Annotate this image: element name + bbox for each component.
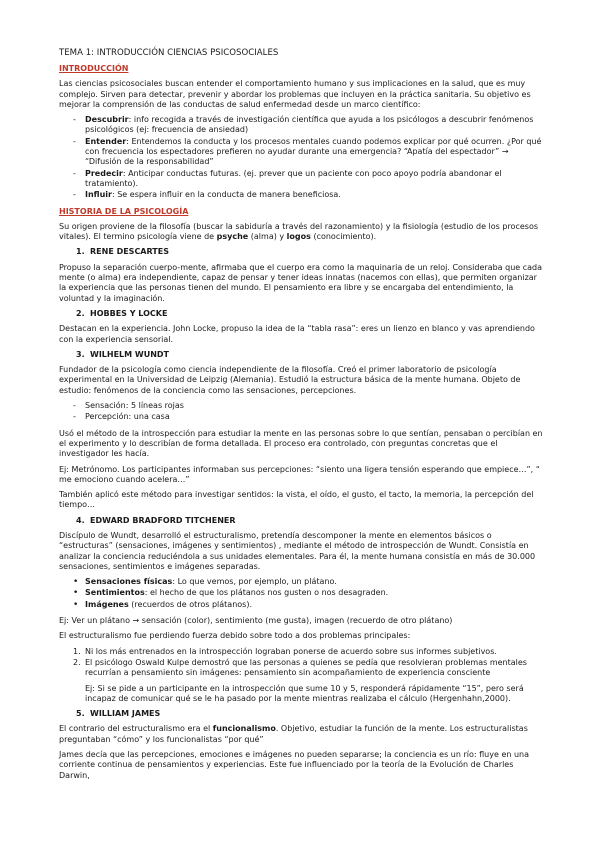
text-run: (conocimiento). bbox=[310, 232, 377, 242]
descartes-paragraph: Propuso la separación cuerpo-mente, afirmaba que el cuerpo era como la maquinaria de un reloj. Consideraba que cada mente (o alma) era independiente, capaz de pensar y tener ideas innatas (nacemos con ellas), que permiten organizar la experiencia que las personas tienen del mundo. El pensamiento era libre y se encargaba del entendimiento, la voluntad y la imaginación. bbox=[59, 262, 543, 303]
heading-text: WILLIAM JAMES bbox=[90, 709, 161, 719]
list-item bbox=[59, 190, 546, 200]
heading-number: 2. bbox=[76, 308, 85, 318]
subsection-heading-hobbes-locke bbox=[59, 309, 546, 319]
item-text: El psicólogo Oswald Kulpe demostró que las personas a quienes se pedía que resolvieran problemas mentales recurrían a pensamiento sin imágenes: pensamiento sin acompañamiento de experiencia consciente bbox=[85, 657, 527, 678]
hobbes-locke-paragraph: Destacan en la experiencia. John Locke, propuso la idea de la “tabla rasa”: eres un lienzo en blanco y vas aprendiendo con la experiencia sensorial. bbox=[59, 324, 535, 344]
term-funcionalismo: funcionalismo bbox=[212, 724, 276, 734]
term: Influir bbox=[85, 190, 112, 200]
list-item: - Sensación: 5 líneas rojas bbox=[59, 401, 546, 411]
list-item bbox=[59, 115, 546, 136]
term-text: : info recogida a través de investigación científica que ayuda a los psicólogos a descubrir fenómenos psicológicos (ej: frecuencia de ansiedad) bbox=[85, 115, 534, 135]
term-logos: logos bbox=[286, 232, 311, 242]
term-text: : Se espera influir en la conducta de manera beneficiosa. bbox=[111, 190, 341, 200]
text-run: El contrario del estructuralismo era el bbox=[59, 724, 213, 734]
heading-text: HOBBES Y LOCKE bbox=[90, 308, 168, 318]
intro-list bbox=[59, 115, 546, 200]
titchener-paragraph: El estructuralismo fue perdiendo fuerza debido sobre todo a dos problemas principales: bbox=[59, 631, 411, 641]
term-text: : el hecho de que los plátanos nos gusten o nos desagraden. bbox=[144, 588, 389, 598]
document-title: TEMA 1: INTRODUCCIÓN CIENCIAS PSICOSOCIALES bbox=[59, 48, 279, 58]
term: Sentimientos bbox=[85, 588, 145, 598]
subsection-heading-descartes bbox=[59, 247, 546, 257]
list-item bbox=[59, 137, 546, 168]
term-text: : Entendemos la conducta y los procesos mentales cuando podemos explicar por qué ocurren. ¿Por qué con frecuencia los espectadores prefieren no ayudar durante una emergencia? “Apatía del espectador” → “Difusión de la responsabilidad” bbox=[85, 136, 542, 167]
text-run: (alma) y bbox=[248, 232, 287, 242]
heading-text: EDWARD BRADFORD TITCHENER bbox=[90, 515, 236, 525]
term: Entender bbox=[85, 136, 127, 146]
titchener-paragraph: Ej: Ver un plátano → sensación (color), sentimiento (me gusta), imagen (recuerdo de otro plátano) bbox=[59, 616, 453, 626]
heading-number: 1. bbox=[76, 247, 85, 257]
heading-number: 5. bbox=[76, 709, 85, 719]
intro-paragraph: Las ciencias psicosociales buscan entender el comportamiento humano y sus implicaciones en la salud, que es muy complejo. Sirven para detectar, prevenir y abordar los problemas que incluyen en la práctica sanitaria. Su objetivo es mejorar la comprensión de las conductas de salud enfermedad desde un marco científico: bbox=[59, 79, 531, 109]
subsection-heading-james bbox=[59, 709, 546, 719]
wundt-paragraph: También aplicó este método para investigar sentidos: la vista, el oído, el gusto, el tacto, la memoria, la percepción del tiempo… bbox=[59, 490, 534, 510]
term-text: (recuerdos de otros plátanos). bbox=[128, 599, 253, 609]
problems-list bbox=[59, 647, 546, 679]
wundt-paragraph: Fundador de la psicología como ciencia independiente de la filosofía. Creó el primer laboratorio de psicología experimental en la Universidad de Leipzig (Alemania). Estudió la estructura básica de la mente humana. Objeto de estudio: fenómenos de la conciencia como las sensaciones, percepciones. bbox=[59, 365, 521, 395]
heading-text: RENE DESCARTES bbox=[90, 247, 169, 257]
heading-number: 4. bbox=[76, 515, 85, 525]
item-text: Ni los más entrenados en la introspección lograban ponerse de acuerdo sobre sus informes subjetivos. bbox=[85, 646, 497, 656]
text-run: Su origen proviene de la filosofía (buscar la sabiduría a través del razonamiento) y la fisiología (estudio de los procesos vitales). El termino psicología viene de bbox=[59, 221, 539, 242]
section-heading-introduccion: INTRODUCCIÓN bbox=[59, 64, 129, 73]
list-item bbox=[59, 588, 546, 598]
wundt-paragraph: Ej: Metrónomo. Los participantes informaban sus percepciones: “siento una ligera tensión esperando que empiece…”, “ me emociono cuando acelera…” bbox=[59, 464, 540, 484]
history-paragraph bbox=[59, 222, 546, 243]
section-heading-historia: HISTORIA DE LA PSICOLOGÍA bbox=[59, 206, 189, 216]
subsection-heading-wundt bbox=[59, 350, 546, 360]
item-number: 2. bbox=[73, 657, 81, 667]
subsection-heading-titchener bbox=[59, 516, 546, 526]
wundt-list bbox=[59, 401, 546, 423]
text-run: . Objetivo, estudiar la función de la mente. Los estructuralistas preguntaban “cómo” y los funcionalistas “por qué” bbox=[59, 724, 528, 744]
titchener-example: Ej: Si se pide a un participante en la introspección que sume 10 y 5, responderá rápidamente “15”, pero será incapaz de comunicar qué se le ha pasado por la mente mientras realizaba el cálculo (Hergenhahn,2000). bbox=[85, 683, 524, 703]
wundt-paragraph: Usó el método de la introspección para estudiar la mente en las personas sobre lo que sentían, pensaban o percibían en el experimento y lo describían de forma detallada. El proceso era controlado, con preguntas concretas que el investigador les hacía. bbox=[59, 428, 543, 459]
term: Sensaciones físicas bbox=[85, 577, 173, 587]
james-paragraph bbox=[59, 724, 546, 745]
term-text: : Lo que vemos, por ejemplo, un plátano. bbox=[172, 577, 337, 587]
list-item bbox=[59, 647, 546, 657]
heading-number: 3. bbox=[76, 349, 85, 359]
term: Imágenes bbox=[85, 599, 129, 609]
term-text: : Anticipar conductas futuras. (ej. prever que un paciente con poco apoyo podría abandonar el tratamiento). bbox=[85, 168, 502, 188]
list-item bbox=[59, 577, 546, 587]
james-paragraph: James decía que las percepciones, emociones e imágenes no pueden separarse; la conciencia es un río: fluye en una corriente continua de pensamientos y experiencias. Este fue influenciado por la teoría de la Evolución de Charles Darwin, bbox=[59, 750, 530, 780]
item-number: 1. bbox=[73, 646, 81, 656]
titchener-bullets bbox=[59, 577, 546, 610]
list-item bbox=[59, 600, 546, 610]
list-item: - Percepción: una casa bbox=[59, 412, 546, 422]
term: Predecir bbox=[85, 168, 123, 178]
list-item bbox=[59, 169, 546, 190]
list-item bbox=[59, 658, 546, 679]
term: Descubrir bbox=[85, 115, 129, 125]
titchener-paragraph: Discípulo de Wundt, desarrolló el estructuralismo, pretendía descomponer la mente en elementos básicos o “estructuras” (sensaciones, imágenes y sentimientos) , mediante el método de introspección de Wundt. Consistía en analizar la conciencia reduciéndola a sus unidades elementales. Para él, la mente humana consistía en más de 30.000 sensaciones, sentimientos e imágenes separadas. bbox=[59, 530, 536, 571]
term-psyche: psyche bbox=[216, 232, 249, 242]
heading-text: WILHELM WUNDT bbox=[90, 349, 170, 359]
